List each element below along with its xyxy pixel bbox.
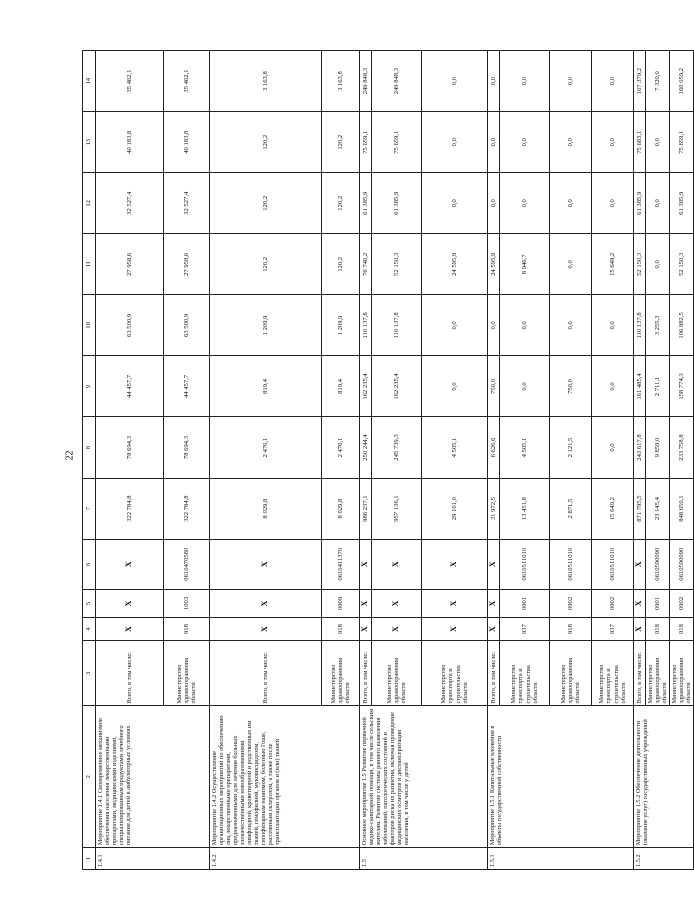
column-number: 4 (83, 618, 96, 641)
admin-code: Х (360, 618, 372, 641)
executor: Всего, в том числе: (634, 641, 646, 706)
section-code: Х (422, 589, 488, 617)
amount-cell: 32 527,4 (164, 173, 210, 234)
target-code: Х (210, 539, 322, 589)
budget-table (82, 50, 694, 870)
executor: Всего, в том числе: (488, 641, 500, 706)
section-code: Х (634, 589, 646, 617)
section-code: Х (210, 589, 322, 617)
amount-cell: 75 659,1 (372, 112, 422, 173)
amount-cell: 0,0 (488, 112, 500, 173)
admin-code: Х (634, 618, 646, 641)
amount-cell: 0,0 (550, 234, 592, 295)
amount-cell: 322 784,8 (164, 478, 210, 539)
activity-name: Мероприятие 1.4.1 Своевременное механизмов обеспечения населения лекарственными препаратами, медицинскими изделиями, специализированным продуктами лечебного питания для детей в амбулаторных условиях (96, 706, 210, 848)
row-id: 1.4.2 (210, 848, 360, 870)
amount-cell: 160 059,2 (670, 51, 694, 112)
executor: Всего, в том числе: (96, 641, 164, 706)
amount-cell: 52 150,3 (634, 234, 646, 295)
amount-cell: 249 848,3 (360, 51, 372, 112)
amount-cell: 44 457,7 (96, 356, 164, 417)
amount-cell: 52 150,3 (372, 234, 422, 295)
amount-cell: 110 137,8 (360, 295, 372, 356)
amount-cell: 106 882,5 (670, 295, 694, 356)
amount-cell: 0,0 (422, 295, 488, 356)
target-code: Х (634, 539, 646, 589)
amount-cell: 27 958,6 (164, 234, 210, 295)
amount-cell: 233 758,8 (670, 417, 694, 478)
amount-cell: 23 145,4 (646, 478, 670, 539)
amount-cell: 3 163,8 (210, 51, 322, 112)
section-code: 0901 (500, 589, 550, 617)
column-number: 10 (83, 295, 96, 356)
amount-cell: 4 505,1 (422, 417, 488, 478)
amount-cell: 75 683,1 (634, 112, 646, 173)
amount-cell: 32 527,4 (96, 173, 164, 234)
amount-cell: 44 457,7 (164, 356, 210, 417)
column-number: 1 (83, 848, 96, 870)
amount-cell: 0,0 (550, 295, 592, 356)
amount-cell: 167 379,2 (634, 51, 646, 112)
amount-cell: 0,0 (422, 173, 488, 234)
rotated-page (82, 50, 693, 870)
amount-cell: 0,0 (500, 173, 550, 234)
amount-cell: 120,2 (210, 112, 322, 173)
column-number: 6 (83, 539, 96, 589)
amount-cell: 0,0 (646, 234, 670, 295)
amount-cell: 40 183,8 (96, 112, 164, 173)
amount-cell: 0,0 (592, 112, 634, 173)
amount-cell: 61 385,9 (372, 173, 422, 234)
target-code: 0610511010 (550, 539, 592, 589)
amount-cell: 63 500,9 (164, 295, 210, 356)
amount-cell: 0,0 (646, 112, 670, 173)
amount-cell: 819,4 (322, 356, 360, 417)
amount-cell: 243 617,8 (634, 417, 646, 478)
amount-cell: 52 150,3 (670, 234, 694, 295)
amount-cell: 35 462,1 (96, 51, 164, 112)
admin-code: Х (96, 618, 164, 641)
amount-cell: 24 595,9 (488, 234, 500, 295)
amount-cell: 0,0 (592, 173, 634, 234)
amount-cell: 15 649,2 (592, 478, 634, 539)
row-id: 1.5.1 (488, 848, 634, 870)
amount-cell: 8 029,8 (322, 478, 360, 539)
target-code: Х (96, 539, 164, 589)
amount-cell: 2 476,1 (322, 417, 360, 478)
target-code: Х (488, 539, 500, 589)
amount-cell: 7 320,0 (646, 51, 670, 112)
section-code: 1003 (164, 589, 210, 617)
page-number: 22 (64, 450, 76, 461)
activity-name: Мероприятие 1.5.1 Капитальные вложения в объекты государственной собственности (488, 706, 634, 848)
column-number: 14 (83, 51, 96, 112)
target-code: 0610470580 (164, 539, 210, 589)
amount-cell: 0,0 (500, 295, 550, 356)
section-code: Х (372, 589, 422, 617)
executor: Всего, в том числе: (210, 641, 322, 706)
amount-cell: 8 946,7 (500, 234, 550, 295)
admin-code: 937 (500, 618, 550, 641)
amount-cell: 78 694,3 (164, 417, 210, 478)
amount-cell: 120,2 (210, 234, 322, 295)
executor: Министерство здравоохранения области (646, 641, 670, 706)
executor: Министерство транспорта и строительства области (500, 641, 550, 706)
amount-cell: 162 235,4 (360, 356, 372, 417)
column-number: 7 (83, 478, 96, 539)
admin-code: Х (422, 618, 488, 641)
admin-code: 918 (164, 618, 210, 641)
column-number: 5 (83, 589, 96, 617)
amount-cell: 162 235,4 (372, 356, 422, 417)
amount-cell: 871 795,5 (634, 478, 646, 539)
admin-code: 918 (322, 618, 360, 641)
amount-cell: 0,0 (422, 112, 488, 173)
amount-cell: 0,0 (550, 51, 592, 112)
amount-cell: 0,0 (500, 51, 550, 112)
executor: Министерство здравоохранения области (550, 641, 592, 706)
amount-cell: 40 183,8 (164, 112, 210, 173)
admin-code: Х (488, 618, 500, 641)
amount-cell: 986 237,1 (360, 478, 372, 539)
amount-cell: 2 476,1 (210, 417, 322, 478)
amount-cell: 3 255,3 (646, 295, 670, 356)
executor: Всего, в том числе: (360, 641, 372, 706)
amount-cell: 0,0 (550, 173, 592, 234)
amount-cell: 0,0 (422, 356, 488, 417)
target-code: 0610590090 (646, 539, 670, 589)
amount-cell: 750,0 (488, 356, 500, 417)
amount-cell: 75 659,1 (360, 112, 372, 173)
column-number: 3 (83, 641, 96, 706)
section-code: 0901 (646, 589, 670, 617)
amount-cell: 750,0 (550, 356, 592, 417)
table-row (360, 51, 372, 870)
amount-cell: 78 694,3 (96, 417, 164, 478)
admin-code: 937 (592, 618, 634, 641)
target-code: 0610511010 (500, 539, 550, 589)
amount-cell: 13 451,8 (500, 478, 550, 539)
row-id: 1.4.1 (96, 848, 210, 870)
section-code: 0902 (550, 589, 592, 617)
executor: Министерство транспорта и строительства области (592, 641, 634, 706)
amount-cell: 0,0 (488, 173, 500, 234)
amount-cell: 0,0 (422, 51, 488, 112)
amount-cell: 322 784,8 (96, 478, 164, 539)
amount-cell: 61 385,9 (360, 173, 372, 234)
amount-cell: 4 505,1 (500, 417, 550, 478)
amount-cell: 957 136,1 (372, 478, 422, 539)
target-code: Х (372, 539, 422, 589)
amount-cell: 158 774,3 (670, 356, 694, 417)
amount-cell: 110 137,8 (634, 295, 646, 356)
target-code: 0610590090 (670, 539, 694, 589)
executor: Министерство транспорта и строительства области (422, 641, 488, 706)
amount-cell: 27 958,6 (96, 234, 164, 295)
amount-cell: 29 101,0 (422, 478, 488, 539)
amount-cell: 245 739,3 (372, 417, 422, 478)
amount-cell: 848 650,1 (670, 478, 694, 539)
section-code: 0902 (670, 589, 694, 617)
amount-cell: 9 859,0 (646, 417, 670, 478)
table-row (96, 51, 164, 870)
admin-code: Х (210, 618, 322, 641)
table-row (210, 51, 322, 870)
activity-name: Мероприятие 1.4.2 Осуществление организационных мероприятий по обеспечению лиц лекарственными препаратами, предназначенными для лечения больных злокачественными новообразованиями лимфоидной, кроветворной и родственных им тканей, гемофилией, муковисцидозом, гипофизарным нанизмом, болезнью Гоше, рассеянным склерозом, а также после трансплантации органов и (или) тканей (210, 706, 360, 848)
amount-cell: 0,0 (592, 295, 634, 356)
amount-cell: 15 649,2 (592, 234, 634, 295)
section-code: 0902 (592, 589, 634, 617)
amount-cell: 819,4 (210, 356, 322, 417)
target-code: 0610511010 (592, 539, 634, 589)
activity-name: Мероприятие 1.5.2 Обеспечение деятельности (оказание услуг) государственных учреждений (634, 706, 694, 848)
amount-cell: 0,0 (500, 356, 550, 417)
row-id: 1.5.2 (634, 848, 694, 870)
amount-cell: 0,0 (592, 417, 634, 478)
executor: Министерство здравоохранения области (322, 641, 360, 706)
amount-cell: 120,2 (210, 173, 322, 234)
column-number: 8 (83, 417, 96, 478)
executor: Министерство здравоохранения области (164, 641, 210, 706)
section-code: Х (488, 589, 500, 617)
admin-code: 918 (646, 618, 670, 641)
table-row (634, 51, 646, 870)
amount-cell: 31 972,5 (488, 478, 500, 539)
admin-code: 918 (670, 618, 694, 641)
column-number-row (83, 51, 96, 870)
amount-cell: 250 244,4 (360, 417, 372, 478)
amount-cell: 0,0 (488, 295, 500, 356)
amount-cell: 61 385,9 (670, 173, 694, 234)
amount-cell: 2 711,1 (646, 356, 670, 417)
amount-cell: 3 163,8 (322, 51, 360, 112)
amount-cell: 6 626,6 (488, 417, 500, 478)
section-code: Х (96, 589, 164, 617)
executor: Министерство здравоохранения области (670, 641, 694, 706)
amount-cell: 0,0 (500, 112, 550, 173)
amount-cell: 161 485,4 (634, 356, 646, 417)
amount-cell: 1 209,9 (210, 295, 322, 356)
amount-cell: 35 462,1 (164, 51, 210, 112)
amount-cell: 1 209,9 (322, 295, 360, 356)
amount-cell: 76 746,2 (360, 234, 372, 295)
amount-cell: 63 500,9 (96, 295, 164, 356)
section-code: 0909 (322, 589, 360, 617)
amount-cell: 2 121,5 (550, 417, 592, 478)
amount-cell: 110 137,8 (372, 295, 422, 356)
amount-cell: 61 385,9 (634, 173, 646, 234)
admin-code: 918 (550, 618, 592, 641)
activity-name: Основное мероприятие 1.5 Развитие первичной медико-санитарной помощи, в том числе сельским жителям. Развитие системы раннего выявления заболеваний, патологических состояний и факторов риска их развития, включая проведение медицинских осмотров и диспансеризации населения, в том числе у детей (360, 706, 488, 848)
amount-cell: 75 659,1 (670, 112, 694, 173)
section-code: Х (360, 589, 372, 617)
amount-cell: 8 029,8 (210, 478, 322, 539)
amount-cell: 120,2 (322, 234, 360, 295)
amount-cell: 2 871,5 (550, 478, 592, 539)
amount-cell: 249 848,3 (372, 51, 422, 112)
amount-cell: 0,0 (592, 51, 634, 112)
amount-cell: 0,0 (488, 51, 500, 112)
amount-cell: 24 595,9 (422, 234, 488, 295)
column-number: 11 (83, 234, 96, 295)
admin-code: Х (372, 618, 422, 641)
table-row (488, 51, 500, 870)
amount-cell: 0,0 (592, 356, 634, 417)
target-code: Х (422, 539, 488, 589)
amount-cell: 120,2 (322, 112, 360, 173)
target-code: Х (360, 539, 372, 589)
amount-cell: 0,0 (550, 112, 592, 173)
amount-cell: 120,2 (322, 173, 360, 234)
target-code: 0610411370 (322, 539, 360, 589)
amount-cell: 0,0 (646, 173, 670, 234)
column-number: 13 (83, 112, 96, 173)
column-number: 12 (83, 173, 96, 234)
executor: Министерство здравоохранения области (372, 641, 422, 706)
column-number: 2 (83, 706, 96, 848)
row-id: 1.5 (360, 848, 488, 870)
column-number: 9 (83, 356, 96, 417)
